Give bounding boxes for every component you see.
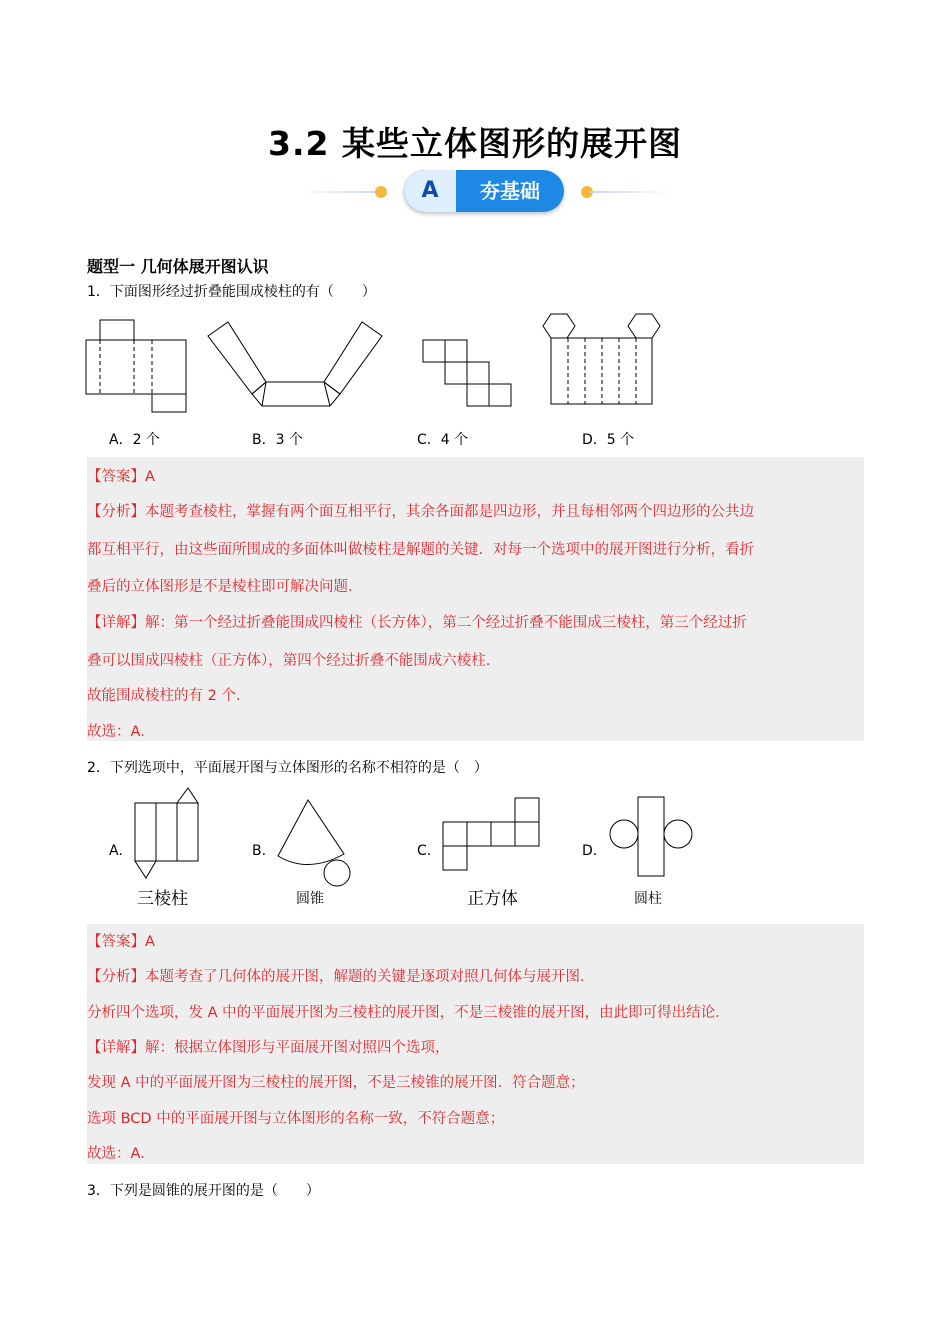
q2-analysis-line: 分析四个选项，发 A 中的平面展开图为三棱柱的展开图，不是三棱锥的展开图，由此即可得出结论． xyxy=(87,1005,730,1021)
q1-answer-line: 【答案】A xyxy=(87,469,155,485)
q2-figure-cylinder-net xyxy=(609,797,693,877)
q2-option-d[interactable]: D. xyxy=(582,843,598,859)
question-2-stem: 2．下列选项中，平面展开图与立体图形的名称不相符的是（ ） xyxy=(87,760,488,776)
q2-figure-cube-net xyxy=(443,798,539,870)
q1-detail-line: 叠可以围成四棱柱（正方体），第四个经过折叠不能围成六棱柱． xyxy=(87,653,501,669)
q2-option-b[interactable]: B. xyxy=(252,843,267,859)
q1-detail-line: 【详解】解：第一个经过折叠能围成四棱柱（长方体），第二个经过折叠不能围成三棱柱，第三个经过折 xyxy=(87,615,747,631)
badge-letter: A xyxy=(404,170,456,212)
section-title: 题型一 几何体展开图认识 xyxy=(87,257,269,276)
q1-option-a[interactable]: A．2 个 xyxy=(109,432,160,448)
q2-option-c[interactable]: C. xyxy=(417,843,432,859)
badge-left-dot xyxy=(375,186,387,198)
q1-analysis-line: 都互相平行，由这些面所围成的多面体叫做棱柱是解题的关键．对每一个选项中的展开图进行分析，看折 xyxy=(87,542,754,558)
q1-option-c[interactable]: C．4 个 xyxy=(417,432,469,448)
q1-figure-strip-net xyxy=(208,322,382,406)
q1-figure-hexprism-net xyxy=(543,311,663,406)
q2-answer-box xyxy=(87,924,864,1164)
q2-figure-triangular-prism-net xyxy=(135,787,201,879)
question-1-stem: 1．下面图形经过折叠能围成棱柱的有（ ） xyxy=(87,284,376,300)
badge-left-line xyxy=(300,191,380,193)
q1-detail-line: 故能围成棱柱的有 2 个． xyxy=(87,688,251,704)
q2-caption-c: 正方体 xyxy=(467,889,518,909)
q1-analysis-line: 叠后的立体图形是不是棱柱即可解决问题． xyxy=(87,579,363,595)
q1-choice-line: 故选：A． xyxy=(87,724,155,740)
q2-option-a[interactable]: A. xyxy=(109,843,123,859)
q2-choice-line: 故选：A． xyxy=(87,1146,155,1162)
q2-caption-a: 三棱柱 xyxy=(137,889,188,909)
q1-option-b[interactable]: B．3 个 xyxy=(252,432,303,448)
q2-detail-line: 【详解】解：根据立体图形与平面展开图对照四个选项， xyxy=(87,1040,450,1056)
badge-text: 夯基础 xyxy=(480,179,540,203)
page-title: 3.2 某些立体图形的展开图 xyxy=(268,124,682,163)
q2-analysis-line: 【分析】本题考查了几何体的展开图，解题的关键是逐项对照几何体与展开图． xyxy=(87,969,595,985)
q2-detail-line: 选项 BCD 中的平面展开图与立体图形的名称一致，不符合题意； xyxy=(87,1111,505,1127)
q1-figure-cuboid-net xyxy=(86,320,186,412)
q2-caption-b: 圆锥 xyxy=(296,891,324,907)
section-badge xyxy=(404,170,564,212)
question-3-stem: 3．下列是圆锥的展开图的是（ ） xyxy=(87,1183,320,1199)
q1-option-d[interactable]: D．5 个 xyxy=(582,432,635,448)
q1-answer-box xyxy=(87,457,864,741)
q2-caption-d: 圆柱 xyxy=(634,891,662,907)
q2-detail-line: 发现 A 中的平面展开图为三棱柱的展开图，不是三棱锥的展开图．符合题意； xyxy=(87,1075,585,1091)
badge-right-line xyxy=(590,191,670,193)
q1-analysis-line: 【分析】本题考查棱柱，掌握有两个面互相平行，其余各面都是四边形，并且每相邻两个四边形的公共边 xyxy=(87,504,754,520)
q2-answer-line: 【答案】A xyxy=(87,934,155,950)
q1-figure-cube-net xyxy=(423,340,511,406)
q2-figure-cone-net xyxy=(275,800,355,888)
